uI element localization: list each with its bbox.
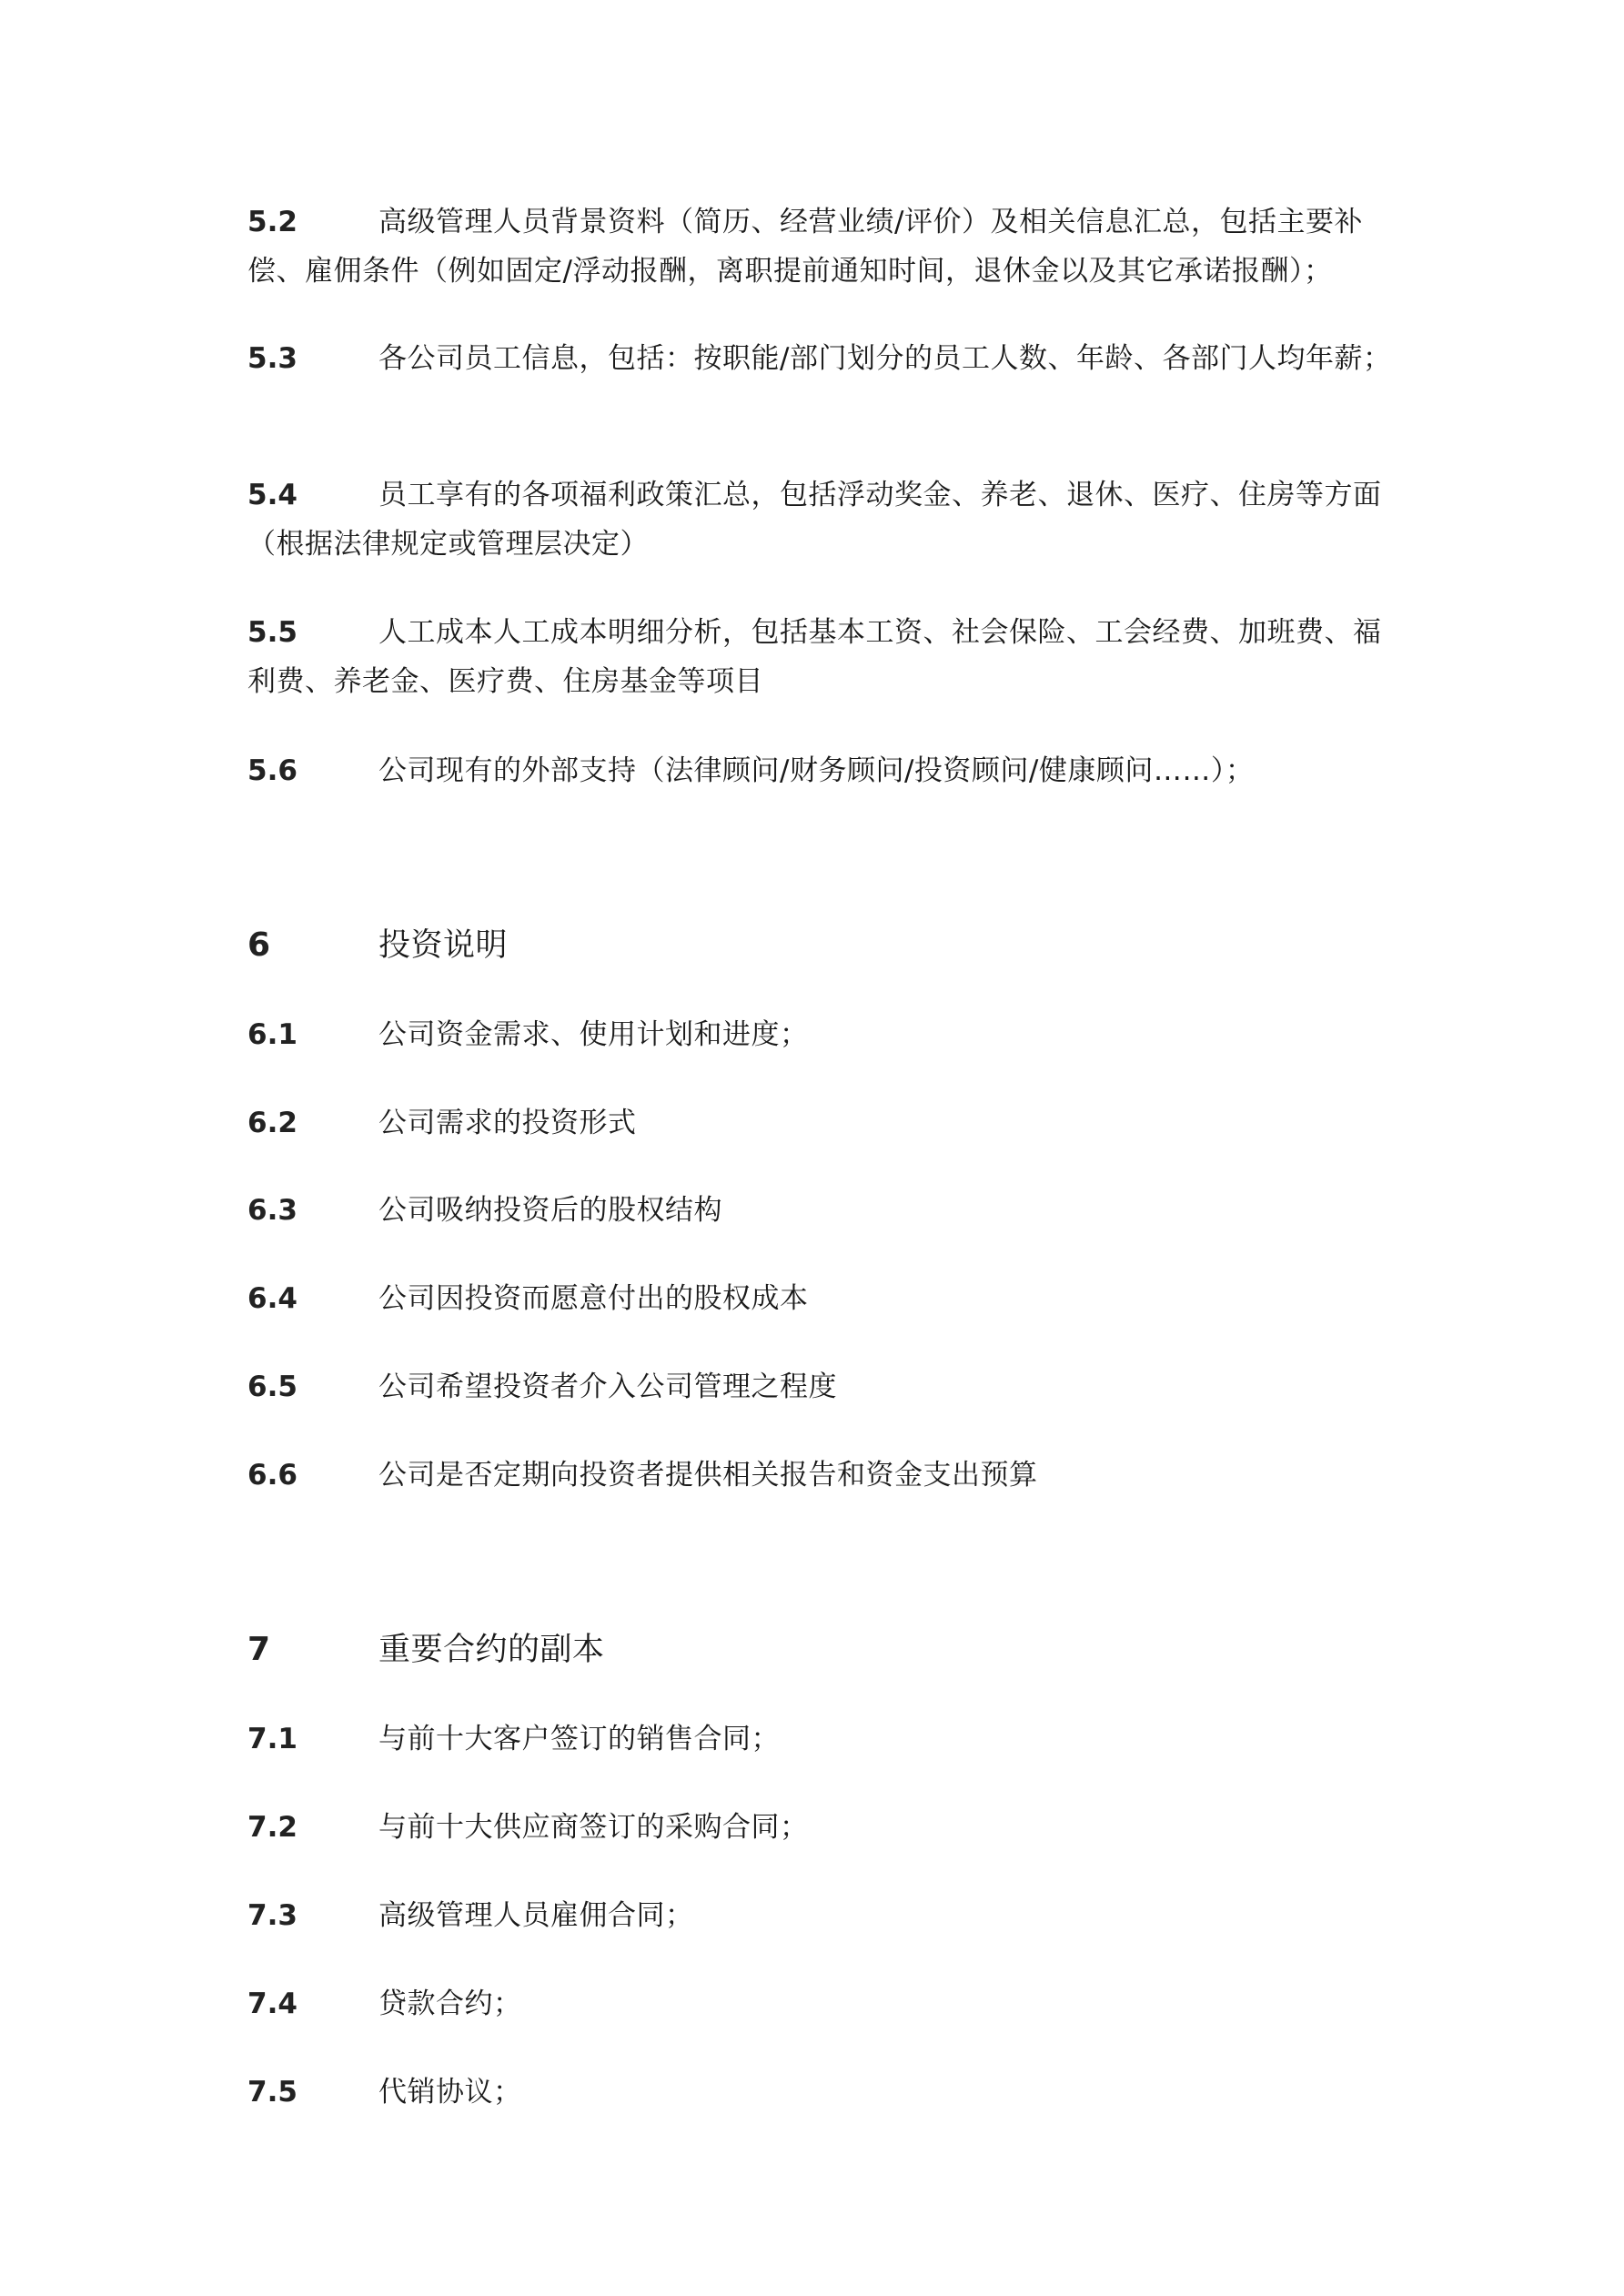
item-number: 6.5 (247, 1371, 298, 1403)
item-text: 高级管理人员背景资料（简历、经营业绩/评价）及相关信息汇总，包括主要补偿、雇佣条件（例如固定/浮动报酬，离职提前通知时间，退休金以及其它承诺报酬）； (247, 206, 1363, 288)
item-text: 员工享有的各项福利政策汇总，包括浮动奖金、养老、退休、医疗、住房等方面（根据法律规定或管理层决定） (247, 479, 1382, 561)
list-item-6-2 (247, 1098, 1394, 1148)
list-item-6-4 (247, 1274, 1394, 1323)
list-item-6-1 (247, 1010, 1394, 1059)
item-number: 6.1 (247, 1018, 298, 1051)
item-number: 7.2 (247, 1811, 298, 1844)
section-heading-6 (247, 921, 1394, 970)
item-number: 5.6 (247, 754, 298, 787)
item-number: 6.6 (247, 1459, 298, 1492)
item-number: 6.2 (247, 1107, 298, 1139)
item-text: 与前十大客户签订的销售合同； (378, 1723, 780, 1755)
item-text: 人工成本人工成本明细分析，包括基本工资、社会保险、工会经费、加班费、福利费、养老金、医疗费、住房基金等项目 (247, 616, 1382, 698)
section-heading-7 (247, 1625, 1394, 1674)
list-item-5-5 (247, 608, 1394, 706)
list-item-7-3 (247, 1891, 1394, 1940)
item-text: 贷款合约； (378, 1988, 522, 2020)
list-item-5-4 (247, 470, 1394, 569)
item-text: 公司是否定期向投资者提供相关报告和资金支出预算 (378, 1459, 1038, 1492)
item-number: 6.4 (247, 1282, 298, 1315)
list-item-7-5 (247, 2068, 1394, 2117)
list-item-7-2 (247, 1803, 1394, 1852)
item-number: 7.3 (247, 1899, 298, 1932)
item-text: 公司吸纳投资后的股权结构 (378, 1194, 722, 1227)
list-item-6-3 (247, 1186, 1394, 1235)
item-number: 6.3 (247, 1194, 298, 1227)
item-text: 代销协议； (378, 2076, 522, 2109)
item-text: 公司需求的投资形式 (378, 1107, 637, 1139)
section-number: 6 (247, 926, 271, 964)
section-title: 重要合约的副本 (378, 1632, 605, 1668)
item-text: 与前十大供应商签订的采购合同； (378, 1811, 809, 1844)
item-text: 公司因投资而愿意付出的股权成本 (378, 1282, 809, 1315)
list-item-6-6 (247, 1451, 1394, 1500)
item-number: 7.1 (247, 1723, 298, 1755)
section-title: 投资说明 (378, 927, 509, 964)
item-number: 5.5 (247, 616, 298, 649)
list-item-6-5 (247, 1362, 1394, 1411)
item-text: 公司资金需求、使用计划和进度； (378, 1018, 809, 1051)
section-number: 7 (247, 1631, 271, 1668)
item-number: 5.3 (247, 342, 298, 375)
list-item-5-2 (247, 197, 1394, 296)
item-text: 公司希望投资者介入公司管理之程度 (378, 1371, 837, 1403)
item-number: 5.4 (247, 479, 298, 511)
list-item-5-6 (247, 746, 1394, 795)
list-item-5-3 (247, 334, 1394, 383)
item-text: 各公司员工信息，包括：按职能/部门划分的员工人数、年龄、各部门人均年薪； (378, 342, 1392, 375)
list-item-7-1 (247, 1714, 1394, 1764)
item-number: 7.4 (247, 1988, 298, 2020)
item-number: 5.2 (247, 206, 298, 238)
item-number: 7.5 (247, 2076, 298, 2109)
item-text: 公司现有的外部支持（法律顾问/财务顾问/投资顾问/健康顾问……）； (378, 754, 1255, 787)
list-item-7-4 (247, 1979, 1394, 2028)
item-text: 高级管理人员雇佣合同； (378, 1899, 694, 1932)
